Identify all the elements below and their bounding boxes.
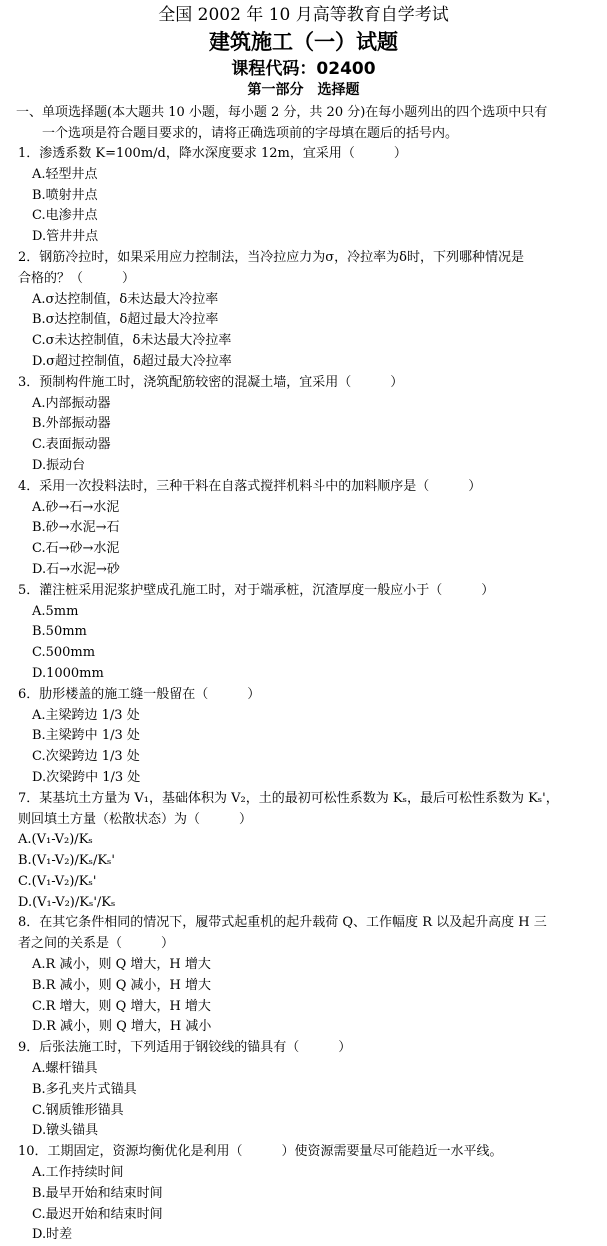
question-stem: 1．渗透系数 K=100m/d，降水深度要求 12m，宜采用（ ）	[18, 146, 407, 161]
question-options	[18, 602, 593, 685]
option-d: D.振动台	[32, 457, 86, 473]
course-code: 课程代码：02400	[231, 59, 376, 79]
question-stem: 2．钢筋冷拉时，如果采用应力控制法，当冷拉应力为σ，冷拉率为δ时，下列哪种情况是	[18, 249, 524, 265]
question-stem: 3．预制构件施工时，浇筑配筋较密的混凝土墙，宜采用（ ）	[18, 374, 404, 390]
exam-title: 全国 2002 年 10 月高等教育自学考试	[158, 5, 449, 25]
option-a: A.工作持续时间	[32, 1165, 124, 1181]
option-d: D.镦头锚具	[32, 1123, 99, 1139]
option-c: C.(V₁-V₂)/Kₛ'	[18, 873, 97, 889]
question-stem: 9．后张法施工时，下列适用于钢铰线的锚具有（ ）	[18, 1040, 352, 1056]
question-options	[18, 830, 593, 913]
question-9	[18, 1038, 593, 1142]
instructions-line-2: 一个选项是符合题目要求的，请将正确选项前的字母填在题后的括号内。	[42, 126, 459, 141]
option-b: B.主梁跨中 1/3 处	[32, 728, 140, 744]
option-a: A.R 减小，则 Q 增大，H 增大	[32, 957, 211, 973]
question-6	[18, 685, 593, 789]
part-title: 第一部分 选择题	[247, 82, 360, 98]
option-c: C.表面振动器	[32, 437, 111, 453]
option-b: B.喷射井点	[32, 187, 98, 203]
question-list	[18, 144, 593, 1246]
option-c: C.电渗井点	[32, 208, 98, 224]
option-c: C.最迟开始和结束时间	[32, 1206, 163, 1222]
question-8	[18, 913, 593, 1038]
question-options	[18, 1059, 593, 1142]
option-d: D.次梁跨中 1/3 处	[32, 769, 141, 785]
option-b: B.(V₁-V₂)/Kₛ/Kₛ'	[18, 853, 115, 869]
question-stem: 6．肋形楼盖的施工缝一般留在（ ）	[18, 686, 261, 702]
option-b: B.R 减小，则 Q 减小，H 增大	[32, 977, 211, 993]
option-c: C.次梁跨边 1/3 处	[32, 749, 140, 765]
option-a: A.σ达控制值，δ未达最大冷拉率	[32, 291, 219, 307]
question-stem: 合格的？（ ）	[18, 270, 136, 286]
question-options	[18, 955, 593, 1038]
question-options	[18, 394, 593, 477]
option-a: A.主梁跨边 1/3 处	[32, 707, 140, 723]
question-options	[18, 498, 593, 581]
option-b: B.σ达控制值，δ超过最大冷拉率	[32, 312, 219, 328]
option-c: C.σ未达控制值，δ未达最大冷拉率	[32, 333, 232, 349]
question-options	[18, 290, 593, 373]
option-d: D.σ超过控制值，δ超过最大冷拉率	[32, 353, 232, 369]
option-a: A.砂→石→水泥	[32, 499, 120, 515]
option-c: C.钢质锥形锚具	[32, 1102, 124, 1118]
option-d: D.1000mm	[32, 665, 104, 681]
option-a: A.(V₁-V₂)/Kₛ	[18, 832, 93, 848]
option-a: A.螺杆锚具	[32, 1061, 98, 1077]
question-stem: 7．某基坑土方量为 V₁，基础体积为 V₂，土的最初可松性系数为 Kₛ，最后可松性系数为 Kₛ'，	[18, 790, 559, 806]
section-instructions	[16, 102, 586, 144]
question-5	[18, 581, 593, 685]
option-a: A.5mm	[32, 603, 79, 619]
option-b: B.砂→水泥→石	[32, 520, 120, 536]
question-4	[18, 477, 593, 581]
option-d: D.R 减小，则 Q 增大，H 减小	[32, 1019, 212, 1035]
option-c: C.R 增大，则 Q 增大，H 增大	[32, 998, 211, 1014]
question-10	[18, 1142, 593, 1246]
instructions-line-1: 一、单项选择题(本大题共 10 小题，每小题 2 分，共 20 分)在每小题列出的四个选项中只有	[16, 105, 548, 120]
question-7	[18, 789, 593, 914]
option-b: B.外部振动器	[32, 416, 111, 432]
question-stem: 5．灌注桩采用泥浆护壁成孔施工时，对于端承桩，沉渣厚度一般应小于（ ）	[18, 582, 495, 598]
option-d: D.(V₁-V₂)/Kₛ'/Kₛ	[18, 894, 116, 910]
exam-subject: 建筑施工（一）试题	[209, 30, 398, 54]
option-b: B.最早开始和结束时间	[32, 1185, 163, 1201]
option-b: B.多孔夹片式锚具	[32, 1081, 137, 1097]
question-2	[18, 248, 593, 373]
option-b: B.50mm	[32, 624, 87, 640]
option-c: C.500mm	[32, 645, 96, 661]
question-3	[18, 373, 593, 477]
option-c: C.石→砂→水泥	[32, 541, 120, 557]
question-stem: 则回填土方量（松散状态）为（ ）	[18, 811, 253, 827]
question-stem: 10．工期固定，资源均衡优化是利用（ ）使资源需要量尽可能趋近一水平线。	[18, 1144, 503, 1160]
question-1	[18, 144, 593, 248]
question-stem: 者之间的关系是（ ）	[18, 936, 175, 952]
question-options	[18, 706, 593, 789]
option-a: A.内部振动器	[32, 395, 111, 411]
option-a: A.轻型井点	[32, 166, 98, 182]
option-d: D.管井井点	[32, 229, 99, 245]
question-stem: 8．在其它条件相同的情况下，履带式起重机的起升载荷 Q、工作幅度 R 以及起升高度 H 三	[18, 915, 547, 931]
question-options	[18, 1163, 593, 1246]
option-d: D.时差	[32, 1227, 73, 1243]
question-options	[18, 165, 593, 248]
option-d: D.石→水泥→砂	[32, 561, 120, 577]
question-stem: 4．采用一次投料法时，三种干料在自落式搅拌机料斗中的加料顺序是（ ）	[18, 478, 482, 494]
